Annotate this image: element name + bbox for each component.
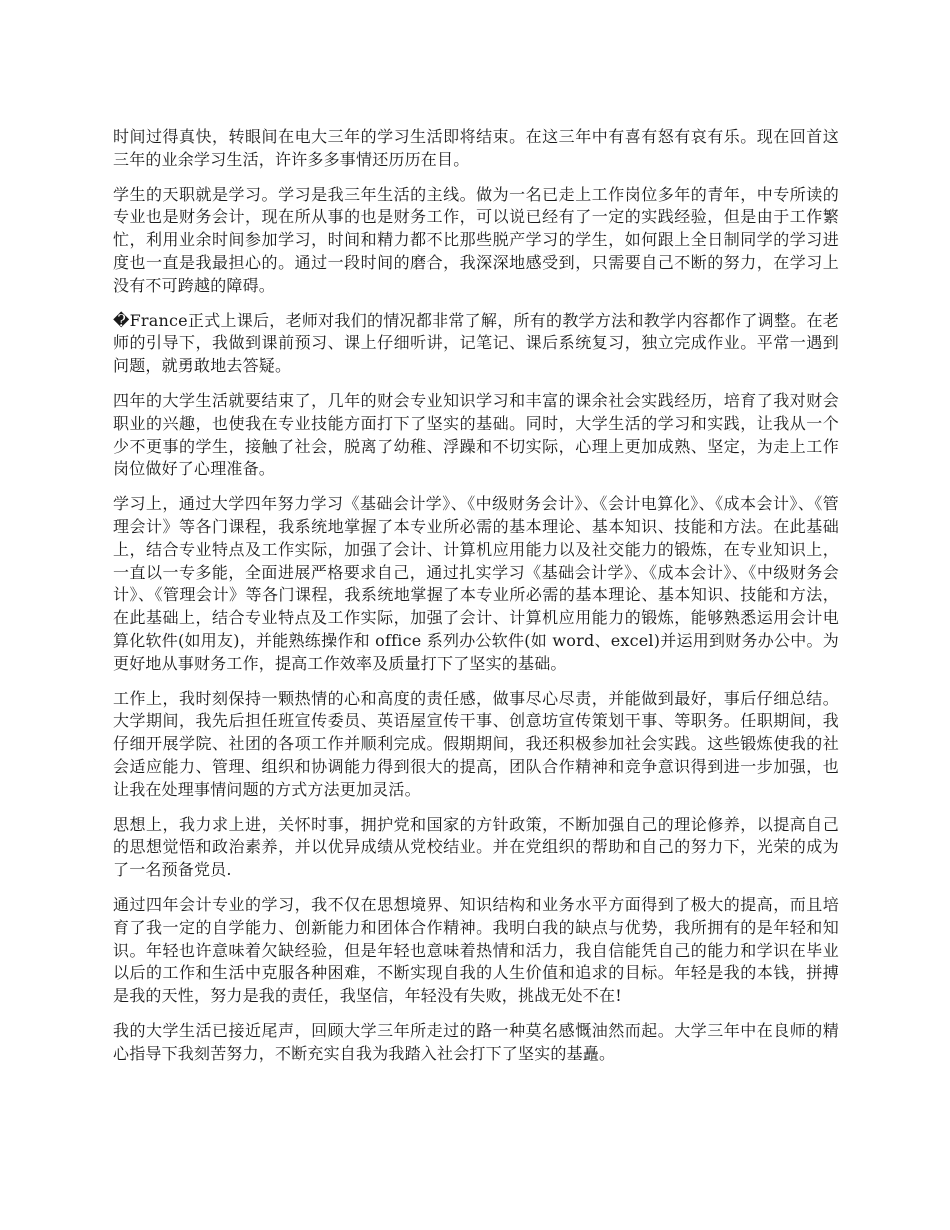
- paragraph-5: 学习上，通过大学四年努力学习《基础会计学》、《中级财务会计》、《会计电算化》、《成本会计》、《管理会计》等各门课程，我系统地掌握了本专业所必需的基本理论、基本知识、技能和方法。在此基础上，结合专业特点及工作实际，加强了会计、计算机应用能力以及社交能力的锻炼，在专业知识上，一直以一专多能，全面进展严格要求自己，通过扎实学习《基础会计学》、《成本会计》、《中级财务会计》、《管理会计》等各门课程，我系统地掌握了本专业所必需的基本理论、基本知识、技能和方法，在此基础上，结合专业特点及工作实际，加强了会计、计算机应用能力的锻炼，能够熟悉运用会计电算化软件(如用友)，并能熟练操作和 office 系列办公软件(如 word、excel)并运用到财务办公中。为更好地从事财务工作，提高工作效率及质量打下了坚实的基础。: [113, 494, 839, 673]
- paragraph-4: 四年的大学生活就要结束了，几年的财会专业知识学习和丰富的课余社会实践经历，培育了我对财会职业的兴趣，也使我在专业技能方面打下了坚实的基础。同时，大学生活的学习和实践，让我从一个少不更事的学生，接触了社会，脱离了幼稚、浮躁和不切实际，心理上更加成熟、坚定，为走上工作岗位做好了心理准备。: [113, 390, 839, 479]
- paragraph-9: 我的大学生活已接近尾声，回顾大学三年所走过的路一种莫名感慨油然而起。大学三年中在良师的精心指导下我刻苦努力，不断充实自我为我踏入社会打下了坚实的基矗。: [113, 1020, 839, 1063]
- document-body: [113, 126, 839, 1077]
- paragraph-7: 思想上，我力求上进，关怀时事，拥护党和国家的方针政策，不断加强自己的理论修养，以提高自己的思想觉悟和政治素养，并以优异成绩从党校结业。并在党组织的帮助和自己的努力下，光荣的成为了一名预备党员.: [113, 814, 839, 880]
- paragraph-3: �France正式上课后，老师对我们的情况都非常了解，所有的教学方法和教学内容都作了调整。在老师的引导下，我做到课前预习、课上仔细听讲，记笔记、课后系统复习，独立完成作业。平常一遇到问题，就勇敢地去答疑。: [113, 310, 839, 376]
- paragraph-6: 工作上，我时刻保持一颗热情的心和高度的责任感，做事尽心尽责，并能做到最好，事后仔细总结。大学期间，我先后担任班宣传委员、英语屋宣传干事、创意坊宣传策划干事、等职务。任职期间，我仔细开展学院、社团的各项工作并顺利完成。假期期间，我还积极参加社会实践。这些锻炼使我的社会适应能力、管理、组织和协调能力得到很大的提高，团队合作精神和竞争意识得到进一步加强，也让我在处理事情问题的方式方法更加灵活。: [113, 688, 839, 799]
- paragraph-1: 时间过得真快，转眼间在电大三年的学习生活即将结束。在这三年中有喜有怒有哀有乐。现在回首这三年的业余学习生活，许许多多事情还历历在目。: [113, 127, 839, 169]
- paragraph-2: 学生的天职就是学习。学习是我三年生活的主线。做为一名已走上工作岗位多年的青年，中专所读的专业也是财务会计，现在所从事的也是财务工作，可以说已经有了一定的实践经验，但是由于工作繁忙，利用业余时间参加学习，时间和精力都不比那些脱产学习的学生，如何跟上全日制同学的学习进度也一直是我最担心的。通过一段时间的磨合，我深深地感受到，只需要自己不断的努力，在学习上没有不可跨越的障碍。: [113, 184, 839, 295]
- paragraph-8: 通过四年会计专业的学习，我不仅在思想境界、知识结构和业务水平方面得到了极大的提高，而且培育了我一定的自学能力、创新能力和团体合作精神。我明白我的缺点与优势，我所拥有的是年轻和知识。年轻也许意味着欠缺经验，但是年轻也意味着热情和活力，我自信能凭自己的能力和学识在毕业以后的工作和生活中克服各种困难，不断实现自我的人生价值和追求的目标。年轻是我的本钱，拼搏是我的天性，努力是我的责任，我坚信，年轻没有失败，挑战无处不在!: [113, 894, 839, 1006]
